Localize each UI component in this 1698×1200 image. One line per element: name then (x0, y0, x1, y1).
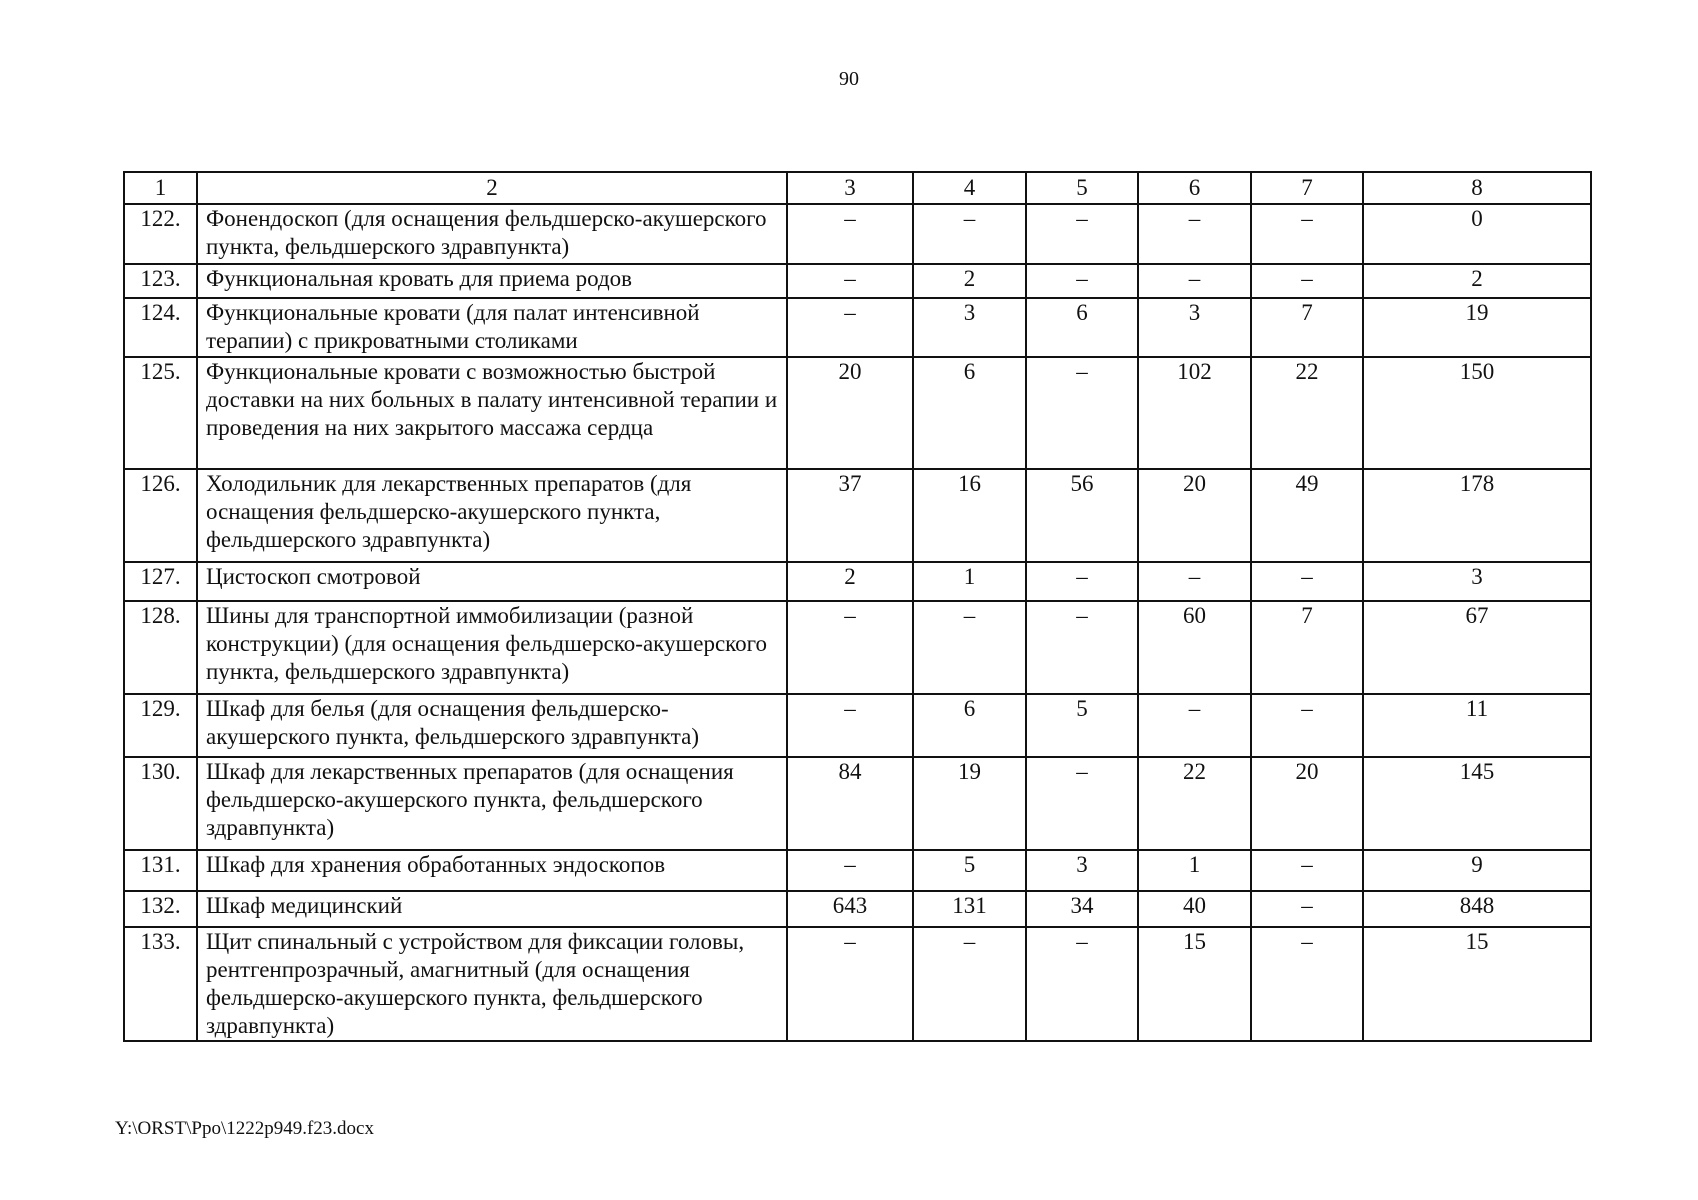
value-cell-3: – (787, 298, 913, 357)
table-body (124, 172, 1591, 1041)
table-header-row (124, 172, 1591, 204)
row-number-cell: 129. (124, 694, 197, 757)
value-cell-5: – (1026, 927, 1138, 1041)
table-row (124, 850, 1591, 891)
table-row (124, 562, 1591, 601)
item-name-cell: Холодильник для лекарственных препаратов (для оснащения фельдшерско-акушерского пункта, фельдшерского здравпункта) (197, 469, 787, 562)
value-cell-5: – (1026, 204, 1138, 264)
table-row (124, 927, 1591, 1041)
table-row (124, 891, 1591, 927)
value-cell-8: 11 (1363, 694, 1591, 757)
value-cell-3: 37 (787, 469, 913, 562)
value-cell-3: 2 (787, 562, 913, 601)
row-number-cell: 132. (124, 891, 197, 927)
table-row (124, 298, 1591, 357)
row-number-cell: 126. (124, 469, 197, 562)
item-name-cell: Шины для транспортной иммобилизации (разной конструкции) (для оснащения фельдшерско-акушерского пункта, фельдшерского здравпункта) (197, 601, 787, 694)
value-cell-4: 16 (913, 469, 1026, 562)
row-number-cell: 127. (124, 562, 197, 601)
value-cell-4: 5 (913, 850, 1026, 891)
page-number: 90 (839, 68, 859, 90)
value-cell-5: – (1026, 264, 1138, 298)
item-name-cell: Фонендоскоп (для оснащения фельдшерско-акушерского пункта, фельдшерского здравпункта) (197, 204, 787, 264)
value-cell-7: – (1251, 927, 1363, 1041)
value-cell-6: – (1138, 694, 1251, 757)
row-number-cell: 133. (124, 927, 197, 1041)
item-name-cell: Щит спинальный с устройством для фиксации головы, рентгенпрозрачный, амагнитный (для оснащения фельдшерско-акушерского пункта, фельдшерского здравпункта) (197, 927, 787, 1041)
row-number-cell: 122. (124, 204, 197, 264)
value-cell-5: – (1026, 562, 1138, 601)
header-cell-6: 6 (1138, 172, 1251, 204)
value-cell-3: – (787, 850, 913, 891)
value-cell-3: – (787, 694, 913, 757)
value-cell-7: – (1251, 264, 1363, 298)
value-cell-7: 49 (1251, 469, 1363, 562)
value-cell-4: 3 (913, 298, 1026, 357)
value-cell-8: 67 (1363, 601, 1591, 694)
value-cell-8: 145 (1363, 757, 1591, 850)
value-cell-5: 3 (1026, 850, 1138, 891)
header-cell-4: 4 (913, 172, 1026, 204)
header-cell-5: 5 (1026, 172, 1138, 204)
value-cell-3: 20 (787, 357, 913, 469)
value-cell-5: – (1026, 357, 1138, 469)
value-cell-7: 22 (1251, 357, 1363, 469)
value-cell-5: – (1026, 601, 1138, 694)
value-cell-6: 22 (1138, 757, 1251, 850)
value-cell-6: 20 (1138, 469, 1251, 562)
file-path-footer: Y:\ORST\Ppo\1222p949.f23.docx (115, 1118, 374, 1139)
value-cell-7: 7 (1251, 298, 1363, 357)
value-cell-4: 6 (913, 694, 1026, 757)
value-cell-7: – (1251, 694, 1363, 757)
value-cell-7: 20 (1251, 757, 1363, 850)
value-cell-6: 15 (1138, 927, 1251, 1041)
item-name-cell: Шкаф для лекарственных препаратов (для оснащения фельдшерско-акушерского пункта, фельдшерского здравпункта) (197, 757, 787, 850)
value-cell-3: – (787, 264, 913, 298)
value-cell-6: 1 (1138, 850, 1251, 891)
item-name-cell: Функциональная кровать для приема родов (197, 264, 787, 298)
value-cell-8: 150 (1363, 357, 1591, 469)
value-cell-8: 2 (1363, 264, 1591, 298)
row-number-cell: 128. (124, 601, 197, 694)
table-row (124, 757, 1591, 850)
value-cell-8: 0 (1363, 204, 1591, 264)
value-cell-7: – (1251, 204, 1363, 264)
value-cell-5: 6 (1026, 298, 1138, 357)
item-name-cell: Шкаф для белья (для оснащения фельдшерско-акушерского пункта, фельдшерского здравпункта) (197, 694, 787, 757)
item-name-cell: Шкаф медицинский (197, 891, 787, 927)
table-row (124, 694, 1591, 757)
row-number-cell: 125. (124, 357, 197, 469)
value-cell-8: 15 (1363, 927, 1591, 1041)
value-cell-6: 102 (1138, 357, 1251, 469)
header-cell-1: 1 (124, 172, 197, 204)
value-cell-7: – (1251, 562, 1363, 601)
row-number-cell: 130. (124, 757, 197, 850)
value-cell-6: 3 (1138, 298, 1251, 357)
row-number-cell: 124. (124, 298, 197, 357)
item-name-cell: Функциональные кровати (для палат интенсивной терапии) с прикроватными столиками (197, 298, 787, 357)
row-number-cell: 131. (124, 850, 197, 891)
value-cell-7: 7 (1251, 601, 1363, 694)
value-cell-4: – (913, 601, 1026, 694)
value-cell-6: – (1138, 562, 1251, 601)
value-cell-8: 3 (1363, 562, 1591, 601)
item-name-cell: Шкаф для хранения обработанных эндоскопов (197, 850, 787, 891)
item-name-cell: Цистоскоп смотровой (197, 562, 787, 601)
table-row (124, 601, 1591, 694)
value-cell-3: 84 (787, 757, 913, 850)
value-cell-8: 848 (1363, 891, 1591, 927)
value-cell-3: – (787, 927, 913, 1041)
header-cell-2: 2 (197, 172, 787, 204)
table-row (124, 204, 1591, 264)
value-cell-8: 19 (1363, 298, 1591, 357)
value-cell-8: 9 (1363, 850, 1591, 891)
value-cell-4: 2 (913, 264, 1026, 298)
table-row (124, 264, 1591, 298)
value-cell-5: 34 (1026, 891, 1138, 927)
value-cell-6: – (1138, 204, 1251, 264)
value-cell-7: – (1251, 850, 1363, 891)
value-cell-5: 5 (1026, 694, 1138, 757)
value-cell-4: 19 (913, 757, 1026, 850)
header-cell-3: 3 (787, 172, 913, 204)
item-name-cell: Функциональные кровати с возможностью быстрой доставки на них больных в палату интенсивной терапии и проведения на них закрытого массажа сердца (197, 357, 787, 469)
value-cell-6: 60 (1138, 601, 1251, 694)
value-cell-4: 6 (913, 357, 1026, 469)
value-cell-3: – (787, 204, 913, 264)
value-cell-4: – (913, 927, 1026, 1041)
value-cell-3: – (787, 601, 913, 694)
header-cell-7: 7 (1251, 172, 1363, 204)
value-cell-8: 178 (1363, 469, 1591, 562)
table-row (124, 357, 1591, 469)
row-number-cell: 123. (124, 264, 197, 298)
value-cell-6: 40 (1138, 891, 1251, 927)
value-cell-7: – (1251, 891, 1363, 927)
header-cell-8: 8 (1363, 172, 1591, 204)
value-cell-4: 1 (913, 562, 1026, 601)
value-cell-4: – (913, 204, 1026, 264)
value-cell-3: 643 (787, 891, 913, 927)
value-cell-6: – (1138, 264, 1251, 298)
table-row (124, 469, 1591, 562)
value-cell-5: 56 (1026, 469, 1138, 562)
value-cell-4: 131 (913, 891, 1026, 927)
equipment-table (123, 171, 1592, 1042)
value-cell-5: – (1026, 757, 1138, 850)
